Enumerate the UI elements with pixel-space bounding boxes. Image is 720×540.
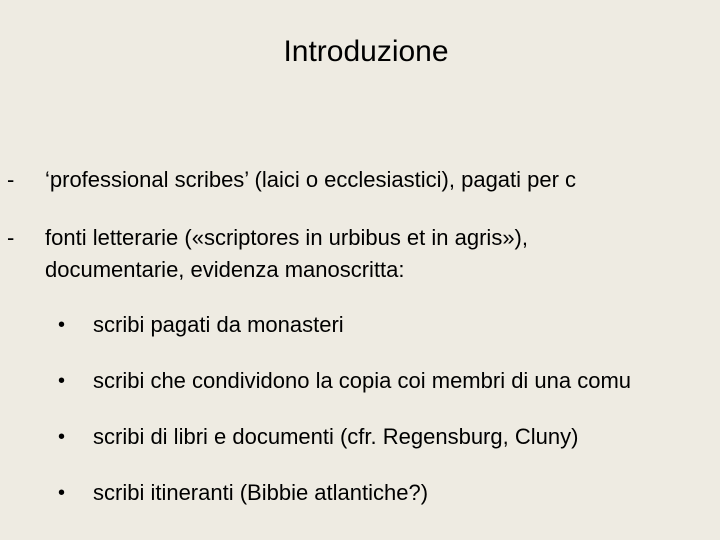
bullet-text-fonti-line-1: fonti letterarie («scriptores in urbibus et in agris»), [45,225,528,250]
sub-bullet-text-itineranti: scribi itineranti (Bibbie atlantiche?) [93,480,429,505]
sub-bullet-marker: • [58,482,66,504]
bullet-dash-marker: - [7,225,15,250]
bullet-text-professional-scribes: ‘professional scribes’ (laici o ecclesiastici), pagati per c [45,167,577,192]
sub-bullet-text-comunita: scribi che condividono la copia coi membri di una comu [93,368,632,393]
sub-bullet-marker: • [58,370,66,392]
sub-bullet-marker: • [58,314,66,336]
slide-title: Introduzione [283,35,449,68]
sub-bullet-text-monasteri: scribi pagati da monasteri [93,312,344,337]
bullet-text-fonti-line-2: documentarie, evidenza manoscritta: [45,257,405,282]
sub-bullet-marker: • [58,426,66,448]
sub-bullet-text-libri-documenti: scribi di libri e documenti (cfr. Regensburg, Cluny) [93,424,579,449]
bullet-dash-marker: - [7,167,15,192]
